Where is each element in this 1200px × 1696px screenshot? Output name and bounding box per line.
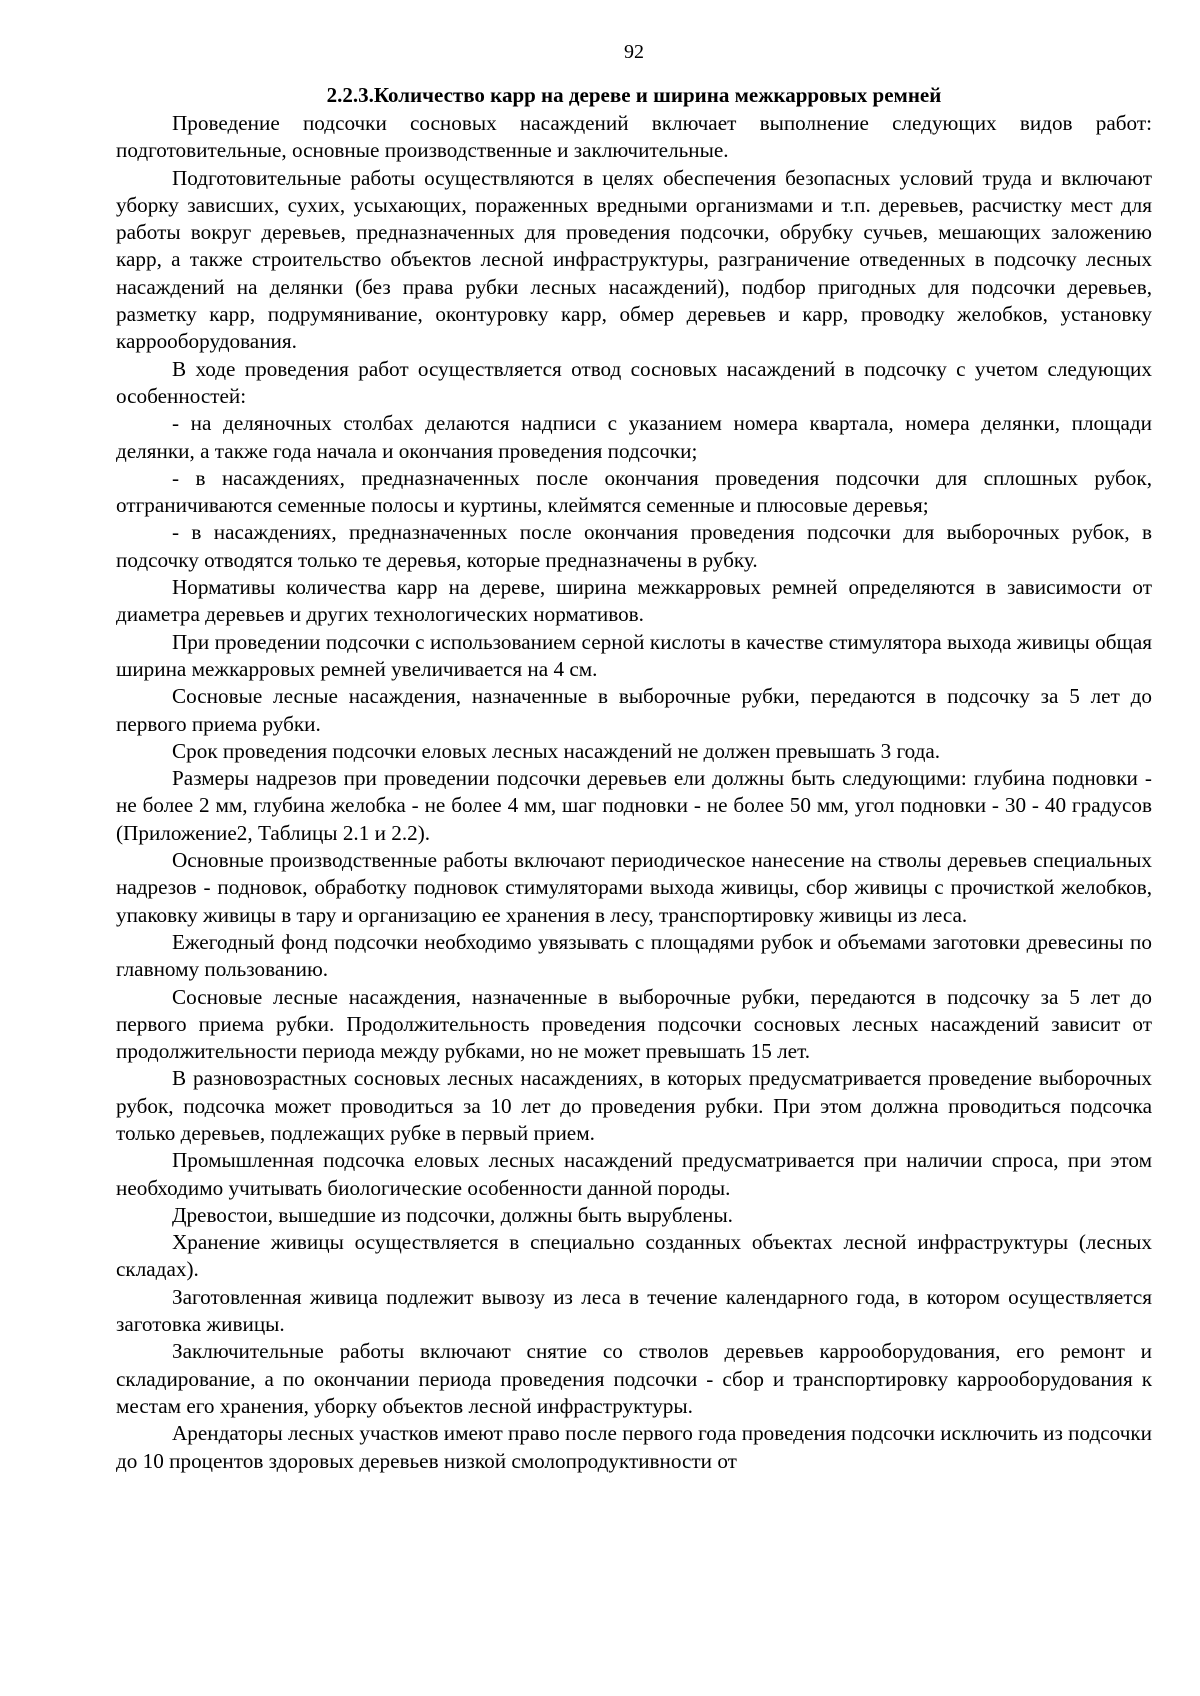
paragraph: При проведении подсочки с использованием серной кислоты в качестве стимулятора выхода живицы общая ширина межкарровых ремней увеличивается на 4 см. (116, 629, 1152, 681)
paragraph: Заготовленная живица подлежит вывозу из леса в течение календарного года, в котором осуществляется заготовка живицы. (116, 1284, 1152, 1337)
document-page (116, 30, 1152, 1475)
paragraph: Сосновые лесные насаждения, назначенные в выборочные рубки, передаются в подсочку за 5 лет до первого приема рубки. (116, 684, 1152, 736)
paragraph: Подготовительные работы осуществляются в целях обеспечения безопасных условий труда и включают уборку зависших, сухих, усыхающих, пораженных вредными организмами и т.п. деревьев, расчистку мест для работы вокруг деревьев, предназначенных для проведения подсочки, обрубку сучьев, мешающих заложению карр, а также строительство объектов лесной инфраструктуры, разграничение отведенных в подсочку лесных насаждений на делянки (без права рубки лесных насаждений), подбор пригодных для подсочки деревьев, разметку карр, подрумянивание, оконтуровку карр, обмер деревьев и карр, проводку желобков, установку каррооборудования. (116, 165, 1152, 354)
paragraph: Срок проведения подсочки еловых лесных насаждений не должен превышать 3 года. (172, 738, 941, 763)
list-item: - на деляночных столбах делаются надписи с указанием номера квартала, номера делянки, площади делянки, а также года начала и окончания проведения подсочки; (116, 411, 1152, 463)
paragraph: Сосновые лесные насаждения, назначенные в выборочные рубки, передаются в подсочку за 5 лет до первого приема рубки. Продолжительность проведения подсочки сосновых лесных насаждений зависит от продолжительности периода между рубками, но не может превышать 15 лет. (116, 984, 1152, 1064)
paragraph: Древостои, вышедшие из подсочки, должны быть вырублены. (172, 1202, 733, 1227)
paragraph: Размеры надрезов при проведении подсочки деревьев ели должны быть следующими: глубина подновки - не более 2 мм, глубина желобка - не более 4 мм, шаг подновки - не более 50 мм, угол подновки - 30 - 40 градусов (Приложение2, Таблицы 2.1 и 2.2). (116, 766, 1152, 845)
page-number: 92 (624, 41, 644, 63)
list-item: - в насаждениях, предназначенных после окончания проведения подсочки для выборочных рубок, в подсочку отводятся только те деревья, которые предназначены в рубку. (116, 520, 1152, 572)
paragraph: Промышленная подсочка еловых лесных насаждений предусматривается при наличии спроса, при этом необходимо учитывать биологические особенности данной породы. (116, 1148, 1152, 1200)
paragraph: Основные производственные работы включают периодическое нанесение на стволы деревьев специальных надрезов - подновок, обработку подновок стимуляторами выхода живицы, сбор живицы с прочисткой желобков, упаковку живицы в тару и организацию ее хранения в лесу, транспортировку живицы из леса. (116, 848, 1152, 927)
paragraph: Хранение живицы осуществляется в специально созданных объектах лесной инфраструктуры (лесных складах). (116, 1230, 1152, 1282)
list-item: - в насаждениях, предназначенных после окончания проведения подсочки для сплошных рубок, отграничиваются семенные полосы и куртины, клеймятся семенные и плюсовые деревья; (116, 465, 1152, 518)
paragraph: Нормативы количества карр на дереве, ширина межкарровых ремней определяются в зависимости от диаметра деревьев и других технологических нормативов. (116, 575, 1152, 627)
paragraph: Заключительные работы включают снятие со стволов деревьев каррооборудования, его ремонт и складирование, а по окончании периода проведения подсочки - сбор и транспортировку каррооборудования к местам его хранения, уборку объектов лесной инфраструктуры. (116, 1339, 1152, 1418)
section-title: 2.2.3.Количество карр на дереве и ширина межкарровых ремней (326, 83, 942, 107)
paragraph: Проведение подсочки сосновых насаждений включает выполнение следующих видов работ: подготовительные, основные производственные и заключительные. (116, 111, 1152, 163)
paragraph: Ежегодный фонд подсочки необходимо увязывать с площадями рубок и объемами заготовки древесины по главному пользованию. (116, 929, 1152, 982)
document-body (116, 110, 1152, 1475)
paragraph: Арендаторы лесных участков имеют право после первого года проведения подсочки исключить из подсочки до 10 процентов здоровых деревьев низкой смолопродуктивности от (116, 1421, 1152, 1473)
paragraph: В разновозрастных сосновых лесных насаждениях, в которых предусматривается проведение выборочных рубок, подсочка может проводиться за 10 лет до проведения рубки. При этом должна проводиться подсочка только деревьев, подлежащих рубке в первый прием. (116, 1066, 1152, 1145)
paragraph: В ходе проведения работ осуществляется отвод сосновых насаждений в подсочку с учетом следующих особенностей: (116, 356, 1152, 408)
